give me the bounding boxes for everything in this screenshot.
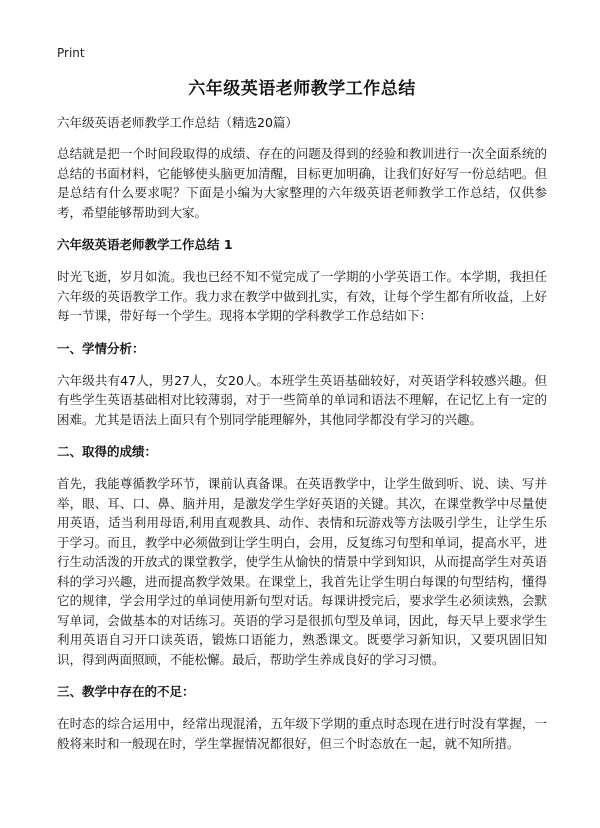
achievements-heading: 二、取得的成绩： (57, 444, 158, 459)
shortcomings-paragraph: 在时态的综合运用中，经常出现混淆，五年级下学期的重点时态现在进行时没有掌握，一般将来时和一般现在时，学生掌握情况都很好，但三个时态放在一起，就不知所措。 (57, 716, 547, 751)
intro-paragraph: 总结就是把一个时间段取得的成绩、存在的问题及得到的经验和教训进行一次全面系统的总结的书面材料，它能够使头脑更加清醒，目标更加明确，让我们好好写一份总结吧。但是总结有什么要求呢？下面是小编为大家整理的六年级英语老师教学工作总结，仅供参考，希望能够帮助到大家。 (57, 146, 547, 220)
shortcomings-heading: 三、教学中存在的不足： (57, 684, 195, 699)
document-body (57, 78, 547, 766)
document-subtitle: 六年级英语老师教学工作总结（精选20篇） (57, 115, 298, 130)
print-link[interactable]: Print (57, 46, 85, 60)
student-analysis-paragraph: 六年级共有47人，男27人，女20人。本班学生英语基础较好，对英语学科较感兴趣。但有些学生英语基础相对比较薄弱，对于一些简单的单词和语法不理解，在记忆上有一定的困难。尤其是语法上面只有个别同学能理解外，其他同学都没有学习的兴趣。 (57, 372, 547, 427)
section-heading: 六年级英语老师教学工作总结 1 (57, 237, 233, 252)
section-paragraph: 时光飞逝，岁月如流。我也已经不知不觉完成了一学期的小学英语工作。本学期，我担任六年级的英语教学工作。我力求在教学中做到扎实，有效，让每个学生都有所收益，上好每一节课，带好每一个学生。现将本学期的学科教学工作总结如下： (57, 269, 547, 323)
page-title: 六年级英语老师教学工作总结 (188, 79, 416, 99)
achievements-paragraph: 首先，我能尊循教学环节，课前认真备课。在英语教学中，让学生做到听、说、读、写并举，眼、耳、口、鼻、脑并用，是激发学生学好英语的关键。其次，在课堂教学中尽量使用英语，适当利用母语,利用直观教具、动作、表情和玩游戏等方法吸引学生，让学生乐于学习。而且，教学中必须做到让学生明白，会用，反复练习句型和单词，提高水平，进行生动活泼的开放式的课堂教学，使学生从愉快的情景中学到知识，从而提高学生对英语科的学习兴趣，进而提高教学效果。在课堂上，我首先让学生明白每课的句型结构，懂得它的规律，学会用学过的单词使用新句型对话。每课讲授完后，要求学生必须读熟，会默写单词，会做基本的对话练习。英语的学习是很抓句型及单词，因此，每天早上要求学生利用英语自习开口读英语，锻炼口语能力，熟悉课文。既要学习新知识，又要巩固旧知识，得到两面照顾，不能松懈。最后，帮助学生养成良好的学习习惯。 (57, 476, 547, 667)
student-analysis-heading: 一、学情分析： (57, 340, 145, 356)
